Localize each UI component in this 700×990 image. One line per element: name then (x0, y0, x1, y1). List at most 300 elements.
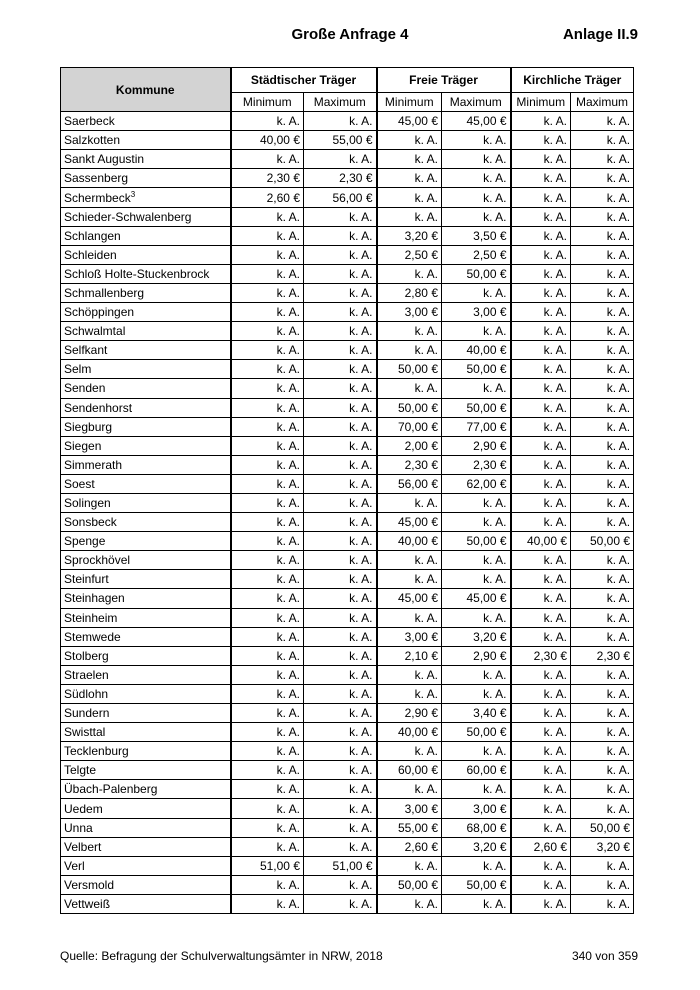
value-cell: k. A. (304, 341, 377, 360)
value-cell: k. A. (511, 112, 571, 131)
value-cell: k. A. (304, 226, 377, 245)
table-row (61, 131, 634, 150)
value-cell: k. A. (231, 665, 304, 684)
value-cell: k. A. (442, 551, 511, 570)
value-cell: 40,00 € (377, 532, 442, 551)
value-cell: k. A. (511, 818, 571, 837)
kommune-cell (61, 684, 231, 703)
kommune-cell (61, 570, 231, 589)
value-cell: 55,00 € (304, 131, 377, 150)
value-cell: k. A. (511, 780, 571, 799)
value-cell: k. A. (571, 264, 634, 283)
table-row (61, 875, 634, 894)
value-cell: k. A. (231, 398, 304, 417)
column-group-staedtisch: Städtischer Träger (231, 68, 377, 93)
value-cell: k. A. (571, 665, 634, 684)
footnote-marker: 3 (130, 189, 136, 199)
value-cell: k. A. (304, 513, 377, 532)
value-cell: 70,00 € (377, 417, 442, 436)
value-cell: 2,50 € (442, 245, 511, 264)
value-cell: k. A. (571, 875, 634, 894)
value-cell: k. A. (571, 570, 634, 589)
value-cell: k. A. (571, 169, 634, 188)
value-cell: 50,00 € (442, 360, 511, 379)
table-row (61, 684, 634, 703)
value-cell: k. A. (442, 131, 511, 150)
value-cell: 50,00 € (442, 723, 511, 742)
value-cell: k. A. (511, 799, 571, 818)
value-cell: k. A. (231, 417, 304, 436)
value-cell: 3,00 € (377, 627, 442, 646)
value-cell: k. A. (304, 589, 377, 608)
value-cell: k. A. (377, 742, 442, 761)
value-cell: k. A. (304, 742, 377, 761)
kommune-cell (61, 627, 231, 646)
kommune-cell (61, 169, 231, 188)
table-body (61, 112, 634, 914)
value-cell: k. A. (231, 474, 304, 493)
table-row (61, 322, 634, 341)
kommune-cell (61, 532, 231, 551)
value-cell: k. A. (304, 665, 377, 684)
value-cell: k. A. (571, 493, 634, 512)
kommune-cell (61, 608, 231, 627)
table-row (61, 818, 634, 837)
value-cell: 50,00 € (442, 264, 511, 283)
kommune-cell (61, 761, 231, 780)
subheader-minimum: Minimum (231, 93, 304, 112)
value-cell: k. A. (511, 589, 571, 608)
value-cell: 2,30 € (231, 169, 304, 188)
value-cell: 2,90 € (442, 436, 511, 455)
value-cell: 50,00 € (442, 532, 511, 551)
table-row (61, 226, 634, 245)
kommune-cell (61, 493, 231, 512)
value-cell: k. A. (511, 417, 571, 436)
value-cell: k. A. (511, 169, 571, 188)
value-cell: k. A. (571, 608, 634, 627)
kommune-cell (61, 551, 231, 570)
value-cell: k. A. (511, 398, 571, 417)
kommune-cell (61, 207, 231, 226)
kommune-name: Schleiden (64, 247, 117, 262)
kommune-name: Soest (64, 476, 95, 491)
value-cell: 45,00 € (442, 112, 511, 131)
value-cell: k. A. (231, 646, 304, 665)
kommune-name: Verl (64, 858, 85, 873)
value-cell: k. A. (571, 341, 634, 360)
value-cell: k. A. (511, 551, 571, 570)
kommune-cell (61, 704, 231, 723)
value-cell: k. A. (231, 608, 304, 627)
value-cell: 2,30 € (442, 455, 511, 474)
value-cell: 45,00 € (442, 589, 511, 608)
value-cell: k. A. (442, 780, 511, 799)
value-cell: 40,00 € (377, 723, 442, 742)
value-cell: k. A. (511, 627, 571, 646)
value-cell: k. A. (571, 398, 634, 417)
value-cell: k. A. (231, 799, 304, 818)
value-cell: k. A. (304, 627, 377, 646)
table-row (61, 455, 634, 474)
value-cell: k. A. (511, 245, 571, 264)
value-cell: k. A. (377, 856, 442, 875)
value-cell: 77,00 € (442, 417, 511, 436)
value-cell: 2,30 € (571, 646, 634, 665)
value-cell: k. A. (511, 608, 571, 627)
value-cell: k. A. (231, 742, 304, 761)
kommune-cell (61, 341, 231, 360)
value-cell: k. A. (377, 150, 442, 169)
value-cell: k. A. (511, 474, 571, 493)
value-cell: 50,00 € (377, 875, 442, 894)
value-cell: k. A. (304, 417, 377, 436)
table-row (61, 379, 634, 398)
value-cell: 3,50 € (442, 226, 511, 245)
value-cell: k. A. (231, 761, 304, 780)
value-cell: k. A. (231, 704, 304, 723)
value-cell: k. A. (571, 799, 634, 818)
value-cell: k. A. (442, 513, 511, 532)
value-cell: 3,40 € (442, 704, 511, 723)
value-cell: k. A. (511, 570, 571, 589)
value-cell: 56,00 € (304, 188, 377, 207)
kommune-name: Siegburg (64, 419, 113, 434)
value-cell: 3,00 € (442, 799, 511, 818)
value-cell: k. A. (571, 856, 634, 875)
value-cell: k. A. (442, 856, 511, 875)
value-cell: k. A. (571, 474, 634, 493)
value-cell: k. A. (377, 493, 442, 512)
table-row (61, 169, 634, 188)
value-cell: 2,10 € (377, 646, 442, 665)
kommune-cell (61, 112, 231, 131)
value-cell: k. A. (511, 684, 571, 703)
table-row (61, 303, 634, 322)
kommune-name: Übach-Palenberg (64, 782, 158, 797)
value-cell: k. A. (231, 379, 304, 398)
annex-label: Anlage II.9 (562, 26, 638, 43)
value-cell: k. A. (304, 264, 377, 283)
table-row (61, 665, 634, 684)
kommune-name: Schieder-Schwalenberg (64, 209, 192, 224)
value-cell: k. A. (511, 436, 571, 455)
value-cell: 62,00 € (442, 474, 511, 493)
value-cell: k. A. (571, 303, 634, 322)
value-cell: 40,00 € (442, 341, 511, 360)
value-cell: 3,20 € (377, 226, 442, 245)
kommune-name: Schloß Holte-Stuckenbrock (64, 266, 210, 281)
value-cell: k. A. (304, 723, 377, 742)
value-cell: k. A. (231, 150, 304, 169)
value-cell: k. A. (377, 894, 442, 913)
value-cell: 2,90 € (377, 704, 442, 723)
table-row (61, 112, 634, 131)
kommune-cell (61, 665, 231, 684)
kommune-name: Straelen (64, 667, 109, 682)
value-cell: k. A. (231, 436, 304, 455)
kommune-cell (61, 589, 231, 608)
column-group-kirchlich: Kirchliche Träger (511, 68, 634, 93)
value-cell: k. A. (511, 665, 571, 684)
value-cell: 40,00 € (231, 131, 304, 150)
value-cell: k. A. (304, 455, 377, 474)
value-cell: 2,60 € (377, 837, 442, 856)
value-cell: k. A. (304, 112, 377, 131)
value-cell: k. A. (377, 379, 442, 398)
kommune-cell (61, 455, 231, 474)
kommune-name: Telgte (64, 763, 97, 778)
table-row (61, 436, 634, 455)
value-cell: k. A. (511, 322, 571, 341)
kommune-name: Swisttal (64, 725, 106, 740)
value-cell: k. A. (442, 742, 511, 761)
document-title: Große Anfrage 4 (291, 26, 409, 43)
value-cell: k. A. (304, 493, 377, 512)
value-cell: k. A. (304, 646, 377, 665)
value-cell: k. A. (231, 875, 304, 894)
table-row (61, 608, 634, 627)
value-cell: k. A. (571, 436, 634, 455)
value-cell: 45,00 € (377, 589, 442, 608)
value-cell: k. A. (377, 551, 442, 570)
value-cell: k. A. (442, 188, 511, 207)
table-row (61, 761, 634, 780)
value-cell: k. A. (571, 894, 634, 913)
value-cell: k. A. (511, 341, 571, 360)
value-cell: 3,20 € (442, 627, 511, 646)
value-cell: k. A. (304, 608, 377, 627)
value-cell: k. A. (571, 455, 634, 474)
value-cell: 56,00 € (377, 474, 442, 493)
table-row (61, 742, 634, 761)
value-cell: k. A. (231, 837, 304, 856)
value-cell: k. A. (511, 188, 571, 207)
kommune-name: Tecklenburg (64, 744, 129, 759)
kommune-cell (61, 474, 231, 493)
value-cell: k. A. (571, 188, 634, 207)
kommune-name: Südlohn (64, 686, 109, 701)
page-number: 340 von 359 (571, 949, 638, 963)
source-note: Quelle: Befragung der Schulverwaltungsämter in NRW, 2018 (60, 949, 383, 963)
kommune-name: Salzkotten (64, 133, 121, 148)
value-cell: k. A. (571, 379, 634, 398)
value-cell: k. A. (231, 570, 304, 589)
value-cell: k. A. (571, 150, 634, 169)
value-cell: k. A. (304, 570, 377, 589)
fees-table (60, 67, 634, 914)
value-cell: 50,00 € (571, 532, 634, 551)
value-cell: k. A. (511, 303, 571, 322)
kommune-name: Sendenhorst (64, 400, 133, 415)
value-cell: 2,60 € (511, 837, 571, 856)
value-cell: k. A. (571, 283, 634, 302)
value-cell: k. A. (571, 112, 634, 131)
value-cell: k. A. (304, 303, 377, 322)
kommune-name: Stemwede (64, 629, 121, 644)
subheader-maximum: Maximum (304, 93, 377, 112)
value-cell: k. A. (231, 264, 304, 283)
value-cell: k. A. (511, 455, 571, 474)
value-cell: k. A. (304, 875, 377, 894)
value-cell: k. A. (304, 837, 377, 856)
kommune-name: Solingen (64, 496, 111, 511)
value-cell: k. A. (231, 455, 304, 474)
kommune-cell (61, 723, 231, 742)
value-cell: 50,00 € (571, 818, 634, 837)
value-cell: k. A. (442, 493, 511, 512)
value-cell: k. A. (377, 188, 442, 207)
value-cell: k. A. (231, 780, 304, 799)
value-cell: k. A. (231, 303, 304, 322)
table-row (61, 360, 634, 379)
value-cell: k. A. (231, 493, 304, 512)
value-cell: 2,60 € (231, 188, 304, 207)
table-row (61, 856, 634, 875)
value-cell: k. A. (511, 704, 571, 723)
value-cell: k. A. (442, 684, 511, 703)
kommune-cell (61, 322, 231, 341)
value-cell: k. A. (304, 704, 377, 723)
value-cell: 2,30 € (377, 455, 442, 474)
kommune-cell (61, 436, 231, 455)
kommune-cell (61, 818, 231, 837)
value-cell: k. A. (304, 207, 377, 226)
table-row (61, 627, 634, 646)
value-cell: 50,00 € (377, 360, 442, 379)
value-cell: 3,00 € (442, 303, 511, 322)
value-cell: k. A. (511, 150, 571, 169)
kommune-cell (61, 780, 231, 799)
subheader-maximum: Maximum (442, 93, 511, 112)
value-cell: k. A. (231, 684, 304, 703)
value-cell: k. A. (571, 684, 634, 703)
value-cell: k. A. (304, 379, 377, 398)
kommune-name: Selm (64, 362, 92, 377)
value-cell: k. A. (571, 322, 634, 341)
kommune-cell (61, 245, 231, 264)
kommune-cell (61, 875, 231, 894)
value-cell: k. A. (304, 150, 377, 169)
value-cell: k. A. (442, 283, 511, 302)
value-cell: k. A. (377, 608, 442, 627)
value-cell: k. A. (511, 513, 571, 532)
value-cell: k. A. (231, 341, 304, 360)
value-cell: k. A. (511, 856, 571, 875)
value-cell: 2,80 € (377, 283, 442, 302)
value-cell: 51,00 € (304, 856, 377, 875)
value-cell: k. A. (511, 283, 571, 302)
kommune-cell (61, 799, 231, 818)
value-cell: k. A. (231, 112, 304, 131)
kommune-name: Unna (64, 820, 93, 835)
table-row (61, 894, 634, 913)
value-cell: 2,50 € (377, 245, 442, 264)
kommune-cell (61, 856, 231, 875)
value-cell: k. A. (442, 150, 511, 169)
kommune-name: Sassenberg (64, 171, 129, 186)
value-cell: k. A. (571, 131, 634, 150)
table-row (61, 837, 634, 856)
kommune-name: Stolberg (64, 648, 109, 663)
value-cell: 55,00 € (377, 818, 442, 837)
value-cell: k. A. (304, 245, 377, 264)
kommune-name: Sankt Augustin (64, 152, 145, 167)
kommune-cell (61, 379, 231, 398)
value-cell: k. A. (377, 169, 442, 188)
value-cell: k. A. (377, 322, 442, 341)
value-cell: k. A. (231, 360, 304, 379)
kommune-name: Steinheim (64, 610, 118, 625)
table-row (61, 474, 634, 493)
kommune-cell (61, 742, 231, 761)
value-cell: k. A. (304, 532, 377, 551)
kommune-name: Sundern (64, 706, 110, 721)
table-row (61, 780, 634, 799)
value-cell: 60,00 € (442, 761, 511, 780)
table-row (61, 245, 634, 264)
kommune-cell (61, 150, 231, 169)
column-group-frei: Freie Träger (377, 68, 511, 93)
kommune-name: Sonsbeck (64, 515, 117, 530)
subheader-minimum: Minimum (511, 93, 571, 112)
value-cell: k. A. (377, 665, 442, 684)
value-cell: k. A. (571, 723, 634, 742)
kommune-name: Schlangen (64, 228, 121, 243)
value-cell: k. A. (304, 551, 377, 570)
value-cell: k. A. (304, 398, 377, 417)
value-cell: 3,00 € (377, 303, 442, 322)
kommune-name: Simmerath (64, 457, 123, 472)
table-row (61, 799, 634, 818)
value-cell: k. A. (377, 207, 442, 226)
value-cell: k. A. (511, 360, 571, 379)
table-row (61, 283, 634, 302)
value-cell: k. A. (442, 894, 511, 913)
value-cell: k. A. (231, 532, 304, 551)
kommune-cell (61, 398, 231, 417)
kommune-name: Steinfurt (64, 572, 109, 587)
value-cell: k. A. (442, 608, 511, 627)
kommune-name: Selfkant (64, 343, 108, 358)
kommune-name: Versmold (64, 877, 115, 892)
subheader-minimum: Minimum (377, 93, 442, 112)
table-row (61, 417, 634, 436)
value-cell: k. A. (377, 570, 442, 589)
kommune-name: Sprockhövel (64, 553, 131, 568)
value-cell: 60,00 € (377, 761, 442, 780)
table-row (61, 341, 634, 360)
value-cell: k. A. (231, 723, 304, 742)
value-cell: k. A. (511, 131, 571, 150)
kommune-cell (61, 417, 231, 436)
value-cell: 3,00 € (377, 799, 442, 818)
value-cell: k. A. (511, 226, 571, 245)
value-cell: k. A. (304, 761, 377, 780)
value-cell: k. A. (231, 245, 304, 264)
value-cell: 50,00 € (442, 398, 511, 417)
table-header (61, 68, 634, 112)
table-row (61, 532, 634, 551)
value-cell: k. A. (442, 570, 511, 589)
value-cell: k. A. (511, 761, 571, 780)
kommune-cell (61, 188, 231, 207)
table-row (61, 513, 634, 532)
value-cell: k. A. (511, 723, 571, 742)
value-cell: k. A. (231, 207, 304, 226)
value-cell: k. A. (304, 684, 377, 703)
table-row (61, 646, 634, 665)
